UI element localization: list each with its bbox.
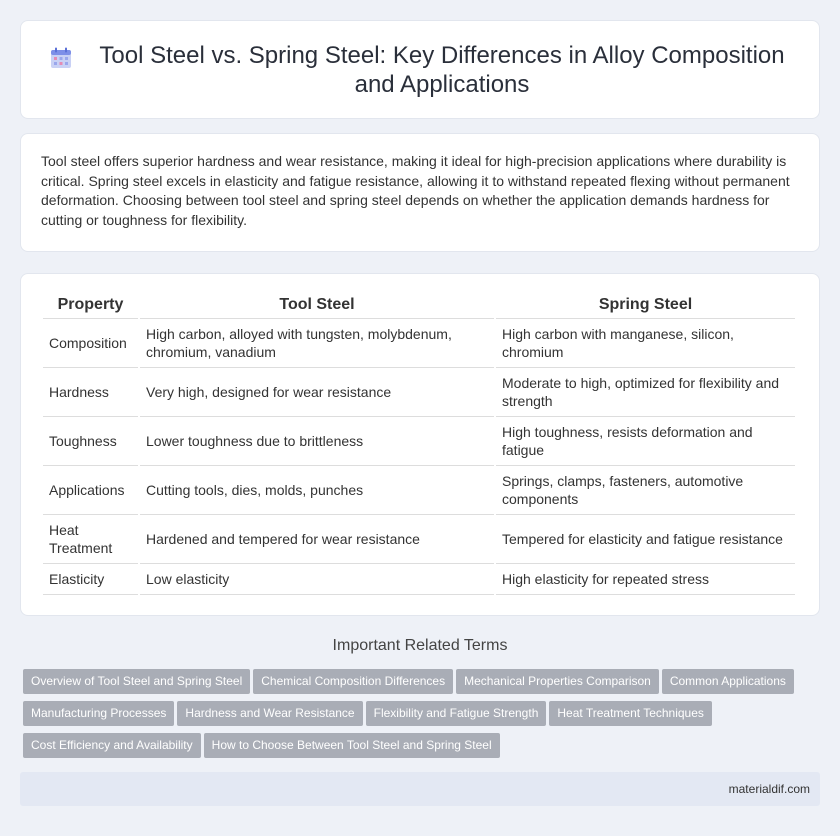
page-title: Tool Steel vs. Spring Steel: Key Differences in Alloy Composition and Applications: [99, 41, 785, 98]
calendar-icon: [50, 47, 72, 69]
table-row: [43, 564, 795, 595]
row-tool-steel: Lower toughness due to brittleness: [140, 417, 494, 466]
table-row: [43, 466, 795, 515]
comparison-table-card: [20, 273, 820, 616]
row-spring-steel: High carbon with manganese, silicon, chromium: [496, 319, 795, 368]
table-row: [43, 515, 795, 564]
footer: [20, 772, 820, 806]
row-tool-steel: Very high, designed for wear resistance: [140, 368, 494, 417]
intro-card: [20, 133, 820, 252]
header-property: Property: [43, 292, 138, 319]
table-header-row: [43, 292, 795, 319]
row-spring-steel: Moderate to high, optimized for flexibility and strength: [496, 368, 795, 417]
related-term-tag[interactable]: Flexibility and Fatigue Strength: [366, 701, 547, 726]
related-term-tag[interactable]: Hardness and Wear Resistance: [177, 701, 362, 726]
related-term-tag[interactable]: Chemical Composition Differences: [253, 669, 453, 694]
row-property: Hardness: [43, 368, 138, 417]
row-tool-steel: High carbon, alloyed with tungsten, molybdenum, chromium, vanadium: [140, 319, 494, 368]
title-wrap: [50, 41, 790, 99]
table-row: [43, 319, 795, 368]
intro-paragraph: Tool steel offers superior hardness and wear resistance, making it ideal for high-precision applications where durability is critical. Spring steel excels in elasticity and fatigue resistance, allowing it to withstand repeated flexing without permanent deformation. Choosing between tool steel and spring steel depends on whether the application demands hardness for cutting or toughness for flexibility.: [41, 153, 790, 228]
related-term-tag[interactable]: Overview of Tool Steel and Spring Steel: [23, 669, 250, 694]
row-property: Applications: [43, 466, 138, 515]
related-terms-list: [23, 669, 823, 765]
title-card: [20, 20, 820, 119]
row-property: Elasticity: [43, 564, 138, 595]
footer-site-link[interactable]: materialdif.com: [728, 782, 810, 796]
row-tool-steel: Cutting tools, dies, molds, punches: [140, 466, 494, 515]
header-spring-steel: Spring Steel: [496, 292, 795, 319]
related-term-tag[interactable]: Manufacturing Processes: [23, 701, 174, 726]
row-tool-steel: Low elasticity: [140, 564, 494, 595]
related-term-tag[interactable]: Mechanical Properties Comparison: [456, 669, 659, 694]
row-spring-steel: High toughness, resists deformation and fatigue: [496, 417, 795, 466]
related-term-tag[interactable]: How to Choose Between Tool Steel and Spring Steel: [204, 733, 500, 758]
table-row: [43, 417, 795, 466]
row-spring-steel: Springs, clamps, fasteners, automotive components: [496, 466, 795, 515]
row-spring-steel: High elasticity for repeated stress: [496, 564, 795, 595]
row-spring-steel: Tempered for elasticity and fatigue resistance: [496, 515, 795, 564]
row-property: Toughness: [43, 417, 138, 466]
table-row: [43, 368, 795, 417]
header-tool-steel: Tool Steel: [140, 292, 494, 319]
row-property: Composition: [43, 319, 138, 368]
related-term-tag[interactable]: Cost Efficiency and Availability: [23, 733, 201, 758]
row-property: Heat Treatment: [43, 515, 138, 564]
row-tool-steel: Hardened and tempered for wear resistance: [140, 515, 494, 564]
related-term-tag[interactable]: Heat Treatment Techniques: [549, 701, 712, 726]
related-terms-title: Important Related Terms: [332, 637, 508, 654]
related-term-tag[interactable]: Common Applications: [662, 669, 794, 694]
comparison-table: [41, 292, 797, 595]
